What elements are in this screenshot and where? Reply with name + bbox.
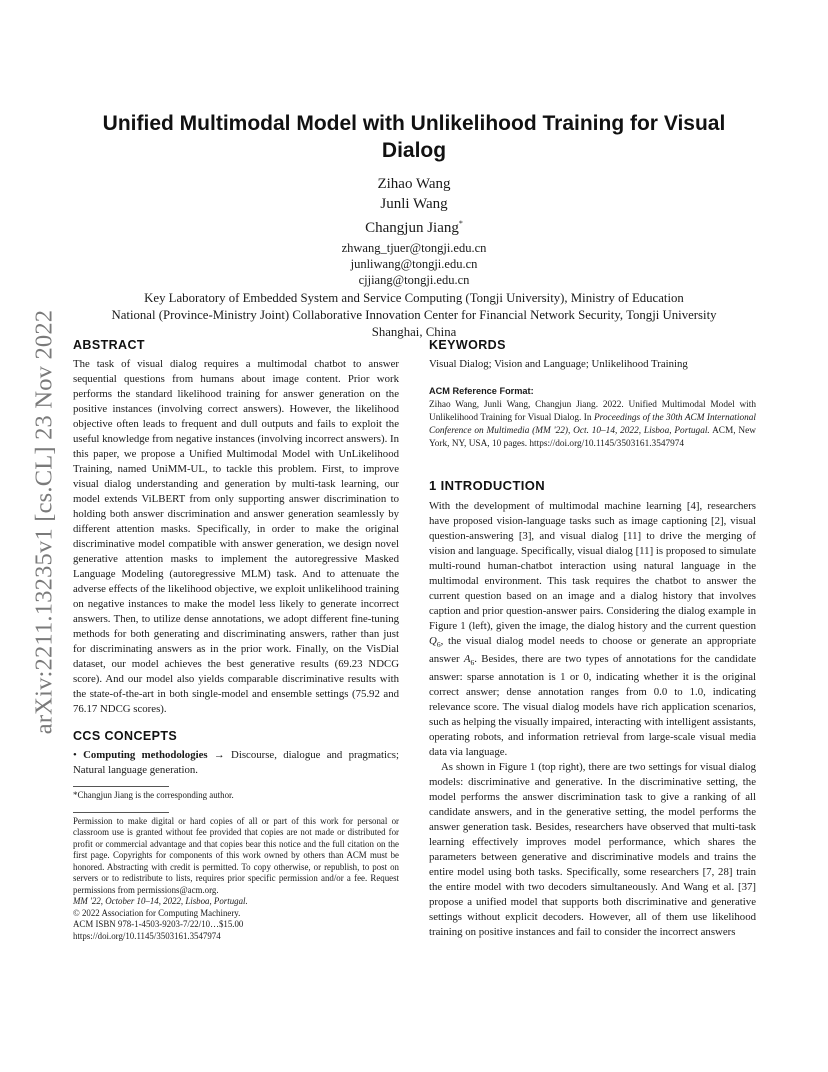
affiliation-line: National (Province-Ministry Joint) Collaborative Innovation Center for Financial Network Security, Tongji University (111, 308, 717, 322)
permission-rule (73, 812, 169, 813)
footnote-rule (73, 786, 169, 787)
copyright-line: © 2022 Association for Computing Machinery. (73, 907, 241, 918)
permission-block (73, 816, 399, 943)
affiliation-line: Key Laboratory of Embedded System and Service Computing (Tongji University), Ministry of Education (144, 291, 684, 305)
keywords-heading: KEYWORDS (429, 338, 506, 352)
doi-line: https://doi.org/10.1145/3503161.3547974 (73, 930, 221, 941)
ccs-heading: CCS CONCEPTS (73, 729, 178, 743)
keywords-text: Visual Dialog; Vision and Language; Unlikelihood Training (429, 358, 688, 370)
author-email: cjjiang@tongji.edu.cn (358, 273, 470, 287)
corresponding-author-footnote: *Changjun Jiang is the corresponding author. (73, 790, 234, 800)
isbn-line: ACM ISBN 978-1-4503-9203-7/22/10…$15.00 (73, 919, 244, 929)
reference-format-heading: ACM Reference Format: (429, 386, 534, 396)
author-block (90, 174, 738, 341)
author-name: Zihao Wang (377, 176, 451, 192)
venue-line: MM '22, October 10–14, 2022, Lisboa, Portugal. (73, 896, 248, 906)
corresponding-author-mark: * (458, 219, 463, 228)
permission-text: Permission to make digital or hard copies of all or part of this work for personal or classroom use is granted without fee provided that copies are not made or distributed for profit or commercial advantage and that copies bear this notice and the full citation on the first page. Copyrights for components of this work owned by others than ACM must be honored. Abstracting with credit is permitted. To copy otherwise, or republish, to post on servers or to redistribute to lists, requires prior specific permission and/or a fee. Request permissions from permissions@acm.org. (73, 815, 399, 895)
author-email: junliwang@tongji.edu.cn (350, 257, 478, 271)
left-column (73, 338, 399, 942)
author-name: Junli Wang (380, 196, 448, 212)
author-name: Changjun Jiang* (365, 219, 463, 236)
author-email: zhwang_tjuer@tongji.edu.cn (341, 241, 487, 255)
affiliation-line: Shanghai, China (371, 325, 457, 339)
ccs-bold-term: Computing methodologies (83, 749, 208, 761)
abstract-text: The task of visual dialog requires a multimodal chatbot to answer sequential questions from humans about image content. Prior work performs the standard likelihood training for answer generation on the positive instances (involving correct answers). However, the likelihood objective often leads to frequent and dull outputs and fails to exploit the useful knowledge from negative instances (involving incorrect answers). In this paper, we propose a Unified Multimodal Model with UnLikelihood Training, named UniMM-UL, to tackle this problem. First, to improve visual dialog understanding and generation by multi-task learning, our model extends ViLBERT from only supporting answer discrimination to holding both answer discrimination and answer generation seamlessly by different attention masks. Specifically, in order to make the original discriminative model compatible with answer generation, we design novel generative attention masks to implement the autoregressive Masked Language Modeling (autoregressive MLM) task. And to attenuate the adverse effects of the likelihood objective, we exploit unlikelihood training on negative instances to make the model less likely to generate incorrect answers. Then, to utilize dense annotations, we adopt different fine-tuning methods for both generating and discriminating answers, rather than just for discriminating answers as in the prior work. Finally, on the VisDial dataset, our model achieves the best generative results (69.23 NDCG score). And our model also yields comparable discriminative results with the state-of-the-art in both single-model and ensemble settings (75.92 and 76.17 NDCG scores). (73, 358, 399, 715)
reference-format (429, 386, 756, 452)
arxiv-identifier-text: arXiv:2211.13235v1 [cs.CL] 23 Nov 2022 (30, 309, 58, 735)
ccs-concepts: • Computing methodologies → Discourse, dialogue and pragmatics; Natural language generation. (73, 749, 400, 776)
arxiv-identifier (30, 287, 58, 757)
introduction-paragraph: As shown in Figure 1 (top right), there are two settings for visual dialog models: discriminative and generative. In the discriminative setting, the model performs the answer discrimination task to give a ranking of all candidate answers, and in the generative setting, the model performs the answer generation task. Besides, researchers have observed that multi-task learning effectively improves model performance, which shares the parameters between generative and discriminative models and trains the entire model using both tasks. Specifically, some researchers [7, 28] train the entire model with two decoders simultaneously. And Wang et al. [37] propose a unified model that supports both discriminative and generative settings without explicit decoders. However, all of them use likelihood training on positive instances and fail to consider the incorrect answers (429, 761, 756, 938)
paper-title: Unified Multimodal Model with Unlikelihood Training for Visual Dialog (102, 112, 726, 162)
abstract-heading: ABSTRACT (73, 338, 145, 352)
introduction-paragraph: With the development of multimodal machine learning [4], researchers have proposed vision-language tasks such as image captioning [2], visual question-answering [3], and visual dialog [11] to drive the merging of vision and language. Specifically, visual dialog [11] is proposed to simulate multi-round human-chatbot interaction using natural language in the multimodal environment. This task requires the chatbot to answer the current question based on an image and a dialog history that involves caption and prior question-answer pairs. Considering the dialog example in Figure 1 (left), given the image, the dialog history and the current question $Q_6$, the visual dialog model needs to choose or generate an appropriate answer $A_6$. Besides, there are two types of annotations for the candidate answer: sparse annotation is 1 or 0, indicating whether it is the original correct answer; dense annotation ranges from 0.0 to 1.0, indicating relevance score. The visual dialog models have rich application scenarios, such as helping the visually impaired, interacting with intelligent assistants, operating robots, and information retrieval from large-scale visual media data via language. (429, 499, 756, 758)
right-column (429, 338, 756, 940)
introduction-heading: 1 INTRODUCTION (429, 477, 546, 493)
reference-format-text: Zihao Wang, Junli Wang, Changjun Jiang. 2022. Unified Multimodal Model with Unlikelihood Training for Visual Dialog. In Proceedings of the 30th ACM International Conference on Multimedia (MM '22), Oct. 10–14, 2022, Lisboa, Portugal. ACM, New York, NY, USA, 10 pages. https://doi.org/10.1145/3503161.3547974 (429, 399, 756, 450)
